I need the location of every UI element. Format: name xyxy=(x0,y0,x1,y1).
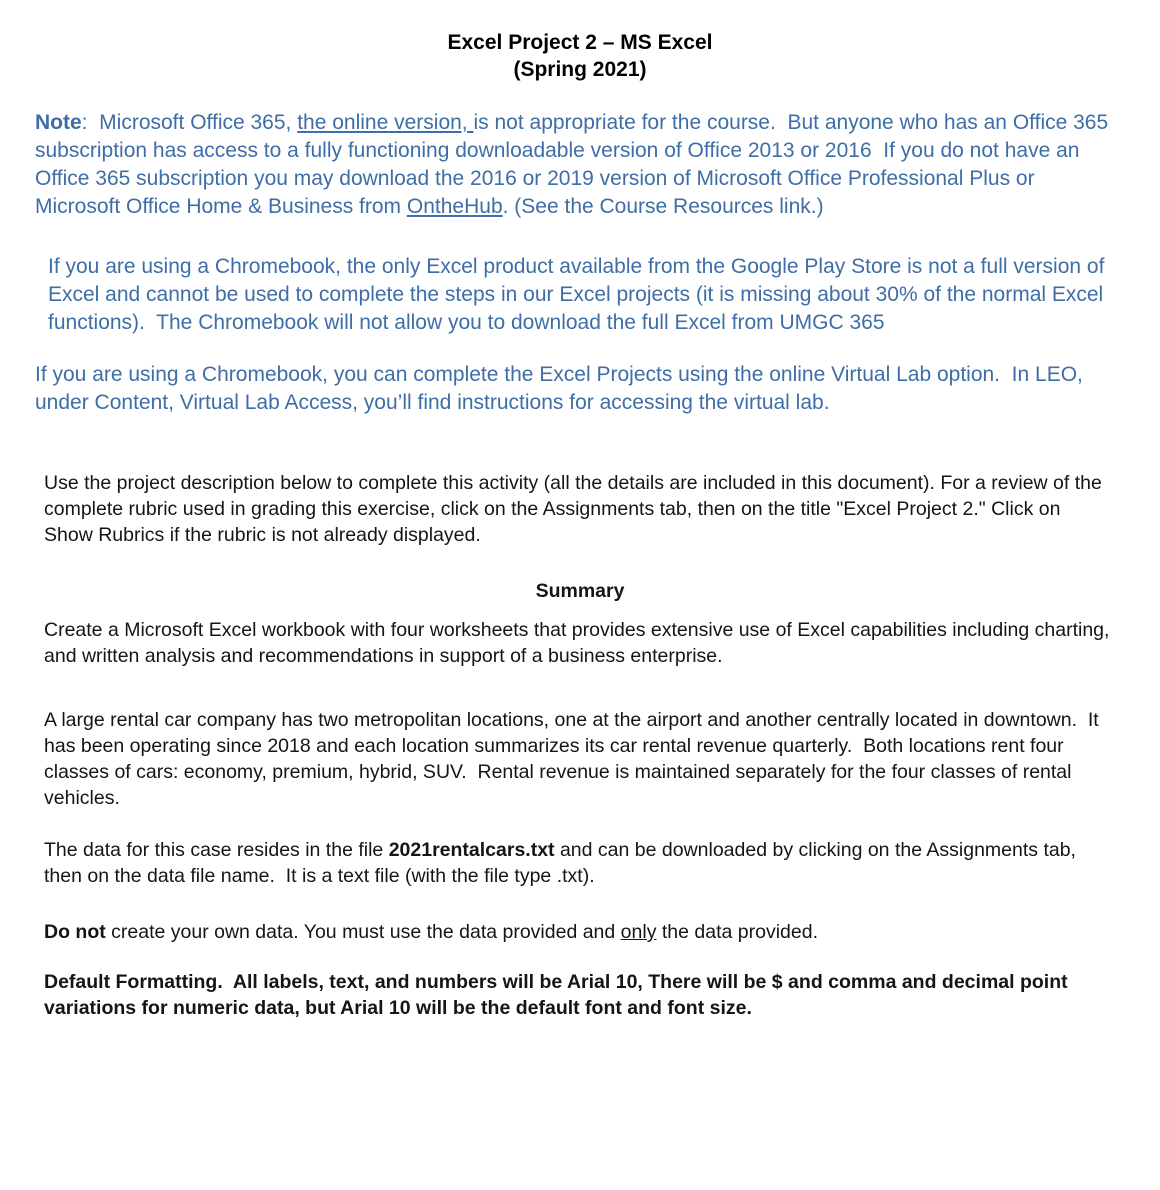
text-segment: The data for this case resides in the file xyxy=(44,839,389,861)
rental-company-paragraph xyxy=(44,707,1112,811)
project-description-paragraph xyxy=(44,470,1112,548)
chromebook-playstore-paragraph xyxy=(48,253,1110,337)
chromebook-virtual-lab-paragraph xyxy=(35,361,1117,417)
text-segment: OntheHub xyxy=(406,195,503,218)
title-line-2: (Spring 2021) xyxy=(513,58,647,81)
text-segment: . (See the Course Resources link.) xyxy=(502,195,824,218)
text-segment: If you are using a Chromebook, you can complete the Excel Projects using the online Virtual Lab option. In LEO, under Content, Virtual Lab Access, you’ll find instructions for accessing the virtual lab. xyxy=(35,363,1089,414)
text-segment: If you are using a Chromebook, the only Excel product available from the Google Play Store is not a full version of Excel and cannot be used to complete the steps in our Excel projects (it is missing about 30% of the normal Excel functions). The Chromebook will not allow you to download the full Excel from UMGC 365 xyxy=(48,255,1111,334)
text-segment: the online version, xyxy=(297,111,474,134)
text-segment: only xyxy=(620,921,657,943)
title-line-1: Excel Project 2 – MS Excel xyxy=(447,31,713,54)
text-segment: : Microsoft Office 365, xyxy=(81,111,298,134)
text-segment: Do not xyxy=(44,921,106,943)
do-not-paragraph xyxy=(44,919,1112,945)
text-segment: 2021rentalcars.txt xyxy=(388,839,555,861)
data-file-paragraph xyxy=(44,837,1112,889)
text-segment: and can be downloaded by clicking on the Assignments tab, then on the data file name. It is a text file (with the file type .txt). xyxy=(44,839,1082,887)
text-segment: the data provided. xyxy=(656,921,818,943)
document-title xyxy=(0,29,1160,83)
summary-create-paragraph xyxy=(44,617,1115,669)
summary-heading: Summary xyxy=(535,580,625,602)
default-formatting-paragraph xyxy=(44,969,1112,1021)
text-segment: create your own data. You must use the data provided and xyxy=(105,921,621,943)
text-segment: Note xyxy=(35,111,82,134)
text-segment: Default Formatting. All labels, text, and numbers will be Arial 10, There will be $ and comma and decimal point variations for numeric data, but Arial 10 will be the default font and font size. xyxy=(44,971,1074,1019)
text-segment: A large rental car company has two metropolitan locations, one at the airport and another centrally located in downtown. It has been operating since 2018 and each location summarizes its car rental revenue quarterly. Both locations rent four classes of cars: economy, premium, hybrid, SUV. Rental revenue is maintained separately for the four classes of rental vehicles. xyxy=(44,709,1105,809)
text-segment: Create a Microsoft Excel workbook with four worksheets that provides extensive use of Excel capabilities including charting, and written analysis and recommendations in support of a business enterprise. xyxy=(44,619,1115,667)
text-segment: Use the project description below to complete this activity (all the details are included in this document). For a review of the complete rubric used in grading this exercise, click on the Assignments tab, then on the title "Excel Project 2." Click on Show Rubrics if the rubric is not already displayed. xyxy=(44,472,1108,546)
note-paragraph xyxy=(35,109,1117,221)
text-segment: is not appropriate for the course. But anyone who has an Office 365 subscription has access to a fully functioning downloadable version of Office 2013 or 2016 If you do not have an Office 365 subscription you may download the 2016 or 2019 version of Microsoft Office Professional Plus or Microsoft Office Home & Business from xyxy=(35,111,1115,218)
